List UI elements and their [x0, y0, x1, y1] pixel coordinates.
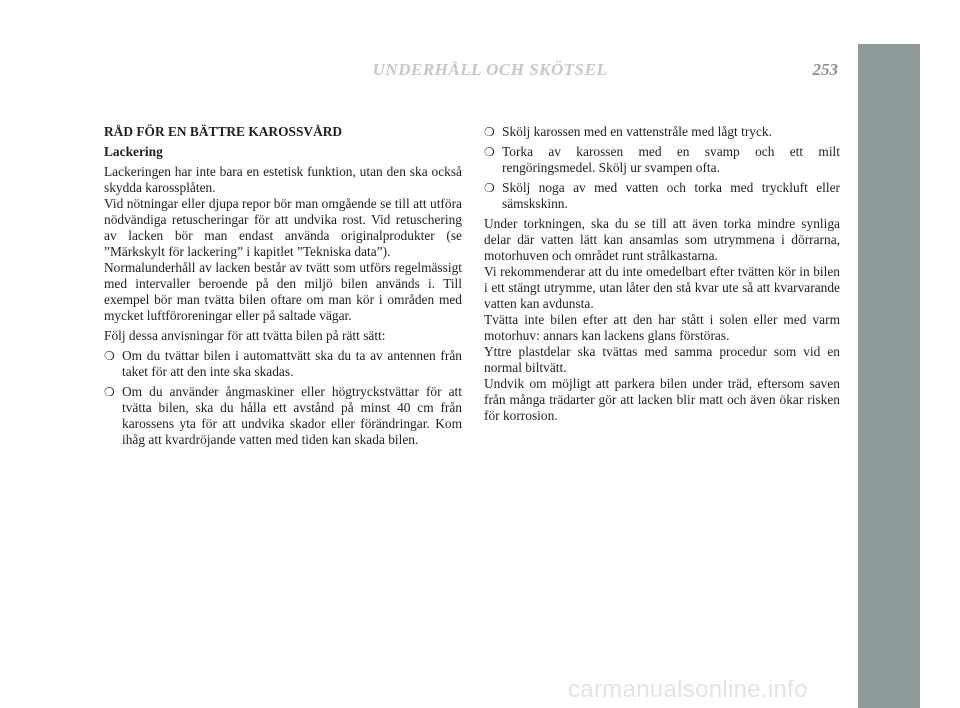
- paragraph: Undvik om möjligt att parkera bilen under träd, eftersom saven från många trädarter gör att lacken blir matt och även ökar risken för korrosion.: [484, 376, 840, 423]
- paragraph: Vid nötningar eller djupa repor bör man omgående se till att utföra nödvändiga retuscheringar för att undvika rost. Vid retuschering av lacken bör man endast använda originalprodukter (se ”Märkskylt för lackering” i kapitlet ”Tekniska data”).: [104, 196, 462, 259]
- bullet-circle-icon: ❍: [484, 145, 495, 159]
- list-item: [484, 180, 840, 212]
- bullet-circle-icon: ❍: [104, 349, 115, 363]
- list-item: [104, 348, 462, 380]
- list-item-text: Torka av karossen med en svamp och ett milt rengöringsmedel. Skölj ur svampen ofta.: [502, 144, 840, 175]
- chapter-side-tab: [858, 44, 920, 708]
- list-item-text: Skölj noga av med vatten och torka med tryckluft eller sämskskinn.: [502, 180, 840, 211]
- list-item: [484, 144, 840, 176]
- paragraph: Följ dessa anvisningar för att tvätta bilen på rätt sätt:: [104, 328, 386, 343]
- list-item: [104, 384, 462, 448]
- subsection-heading: Lackering: [104, 144, 163, 159]
- bullet-circle-icon: ❍: [484, 125, 495, 139]
- list-item: [484, 124, 840, 140]
- right-column: [484, 124, 840, 424]
- paragraph: Vi rekommenderar att du inte omedelbart efter tvätten kör in bilen i ett stängt utrymme, utan låter den stå kvar ute så att kvarvarande vatten kan avdunsta.: [484, 264, 840, 311]
- bullet-circle-icon: ❍: [484, 181, 495, 195]
- paragraph: Tvätta inte bilen efter att den har stått i solen eller med varm motorhuv: annars kan lackens glans förstöras.: [484, 312, 840, 343]
- list-item-text: Skölj karossen med en vattenstråle med lågt tryck.: [502, 124, 772, 139]
- bullet-circle-icon: ❍: [104, 385, 115, 399]
- list-item-text: Om du använder ångmaskiner eller högtryckstvättar för att tvätta bilen, ska du hålla ett avstånd på minst 40 cm från karossens yta för att undvika skador eller förändringar. Kom ihåg att kvardröjande vatten med tiden kan skada bilen.: [122, 384, 462, 447]
- paragraph: Under torkningen, ska du se till att även torka mindre synliga delar där vatten lätt kan ansamlas som utrymmena i dörrarna, motorhuven och området runt strålkastarna.: [484, 216, 840, 263]
- left-column: [104, 124, 462, 452]
- page-number: 253: [812, 60, 838, 79]
- chapter-title: UNDERHÅLL OCH SKÖTSEL: [372, 60, 608, 79]
- watermark: carmanualsonline.info: [568, 676, 808, 703]
- list-item-text: Om du tvättar bilen i automattvätt ska du ta av antennen från taket för att den inte ska skadas.: [122, 348, 462, 379]
- paragraph: Lackeringen har inte bara en estetisk funktion, utan den ska också skydda karossplåten.: [104, 164, 462, 195]
- section-heading: RÅD FÖR EN BÄTTRE KAROSSVÅRD: [104, 124, 343, 139]
- paragraph: Yttre plastdelar ska tvättas med samma procedur som vid en normal biltvätt.: [484, 344, 840, 375]
- paragraph: Normalunderhåll av lacken består av tvätt som utförs regelmässigt med intervaller beroende på den miljö bilen används i. Till exempel bör man tvätta bilen oftare om man kör i områden med mycket luftföroreningar eller på saltade vägar.: [104, 260, 462, 323]
